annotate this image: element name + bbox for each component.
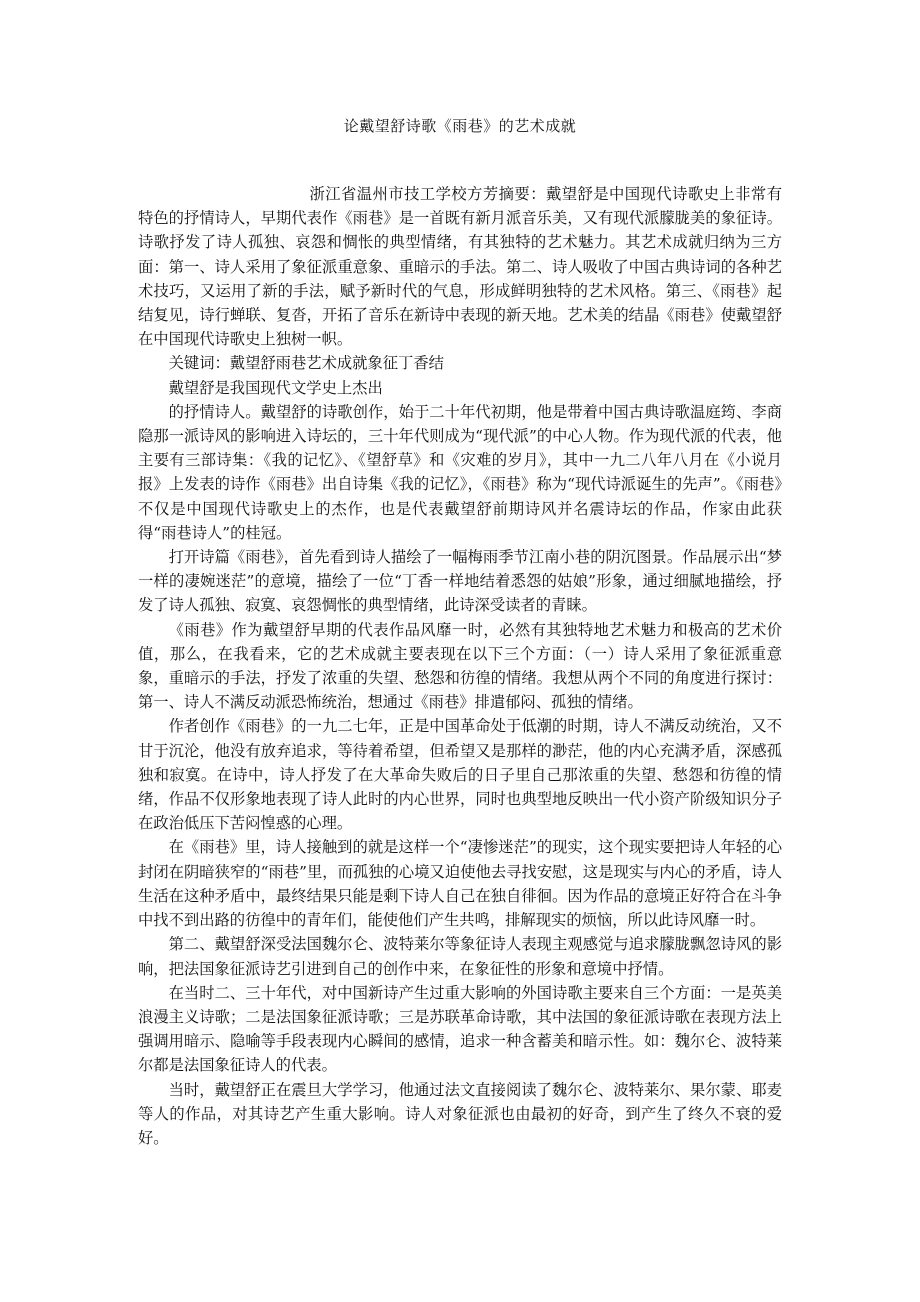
abstract-paragraph (138, 182, 782, 351)
foreign-influence-paragraph: 在当时二、三十年代，对中国新诗产生过重大影响的外国诗歌主要来自三个方面：一是英美浪漫主义诗歌；二是法国象征派诗歌；三是苏联革命诗歌，其中法国的象征派诗歌在表现方法上强调用暗示、隐喻等手段表现内心瞬间的感情，追求一种含蓄美和暗示性。如：魏尔仑、波特莱尔都是法国象征诗人的代表。 (138, 983, 782, 1075)
aurora-university-paragraph: 当时，戴望舒正在震旦大学学习，他通过法文直接阅读了魏尔仑、波特莱尔、果尔蒙、耶麦等人的作品，对其诗艺产生重大影响。诗人对象征派也由最初的好奇，到产生了终久不衰的爱好。 (138, 1080, 782, 1147)
keywords-paragraph: 关键词：戴望舒雨巷艺术成就象征丁香结 (168, 354, 444, 373)
document-title: 论戴望舒诗歌《雨巷》的艺术成就 (343, 117, 577, 135)
intro-body-paragraph: 的抒情诗人。戴望舒的诗歌创作，始于二十年代初期，他是带着中国古典诗歌温庭筠、李商隐那一派诗风的影响进入诗坛的，三十年代则成为“现代派”的中心人物。作为现代派的代表，他主要有三部诗集：《我的记忆》、《望舒草》和《灾难的岁月》，其中一九二八年八月在《小说月报》上发表的诗作《雨巷》出自诗集《我的记忆》，《雨巷》称为“现代诗派诞生的先声”。《雨巷》不仅是中国现代诗歌史上的杰作，也是代表戴望舒前期诗风并名震诗坛的作品，作家由此获得“雨巷诗人”的桂冠。 (138, 402, 782, 542)
document-body (138, 182, 782, 1150)
second-point-paragraph: 第二、戴望舒深受法国魏尔仑、波特莱尔等象征诗人表现主观感觉与追求朦胧飘忽诗风的影响，把法国象征派诗艺引进到自己的创作中来，在象征性的形象和意境中抒情。 (138, 935, 782, 978)
opening-paragraph: 打开诗篇《雨巷》，首先看到诗人描绘了一幅梅雨季节江南小巷的阴沉图景。作品展示出“梦一样的凄婉迷茫”的意境，描绘了一位“丁香一样地结着悉怨的姑娘”形象，通过细腻地描绘，抒发了诗人孤独、寂寞、哀怨惆怅的典型情绪，此诗深受读者的青睐。 (138, 548, 782, 615)
representative-work-paragraph: 《雨巷》作为戴望舒早期的代表作品风靡一时，必然有其独特地艺术魅力和极高的艺术价值，那么，在我看来，它的艺术成就主要表现在以下三个方面：（一）诗人采用了象征派重意象，重暗示的手法，抒发了浓重的失望、愁怨和彷徨的情绪。我想从两个不同的角度进行探讨：第一、诗人不满反动派恐怖统治，想通过《雨巷》排遣郁闷、孤独的情绪。 (138, 620, 782, 712)
intro-line-paragraph: 戴望舒是我国现代文学史上杰出 (168, 378, 383, 397)
abstract-text: 浙江省温州市技工学校方芳摘要：戴望舒是中国现代诗歌史上非常有特色的抒情诗人，早期代表作《雨巷》是一首既有新月派音乐美，又有现代派朦胧美的象征诗。诗歌抒发了诗人孤独、哀怨和惆怅的典型情绪，有其独特的艺术魅力。其艺术成就归纳为三方面：第一、诗人采用了象征派重意象、重暗示的手法。第二、诗人吸收了中国古典诗词的各种艺术技巧，又运用了新的手法，赋予新时代的气息，形成鲜明独特的艺术风格。第三、《雨巷》起结复见，诗行蝉联、复沓，开拓了音乐在新诗中表现的新天地。艺术美的结晶《雨巷》使戴望舒在中国现代诗歌史上独树一帜。 (138, 185, 782, 349)
reality-paragraph: 在《雨巷》里，诗人接触到的就是这样一个“凄惨迷茫”的现实，这个现实要把诗人年轻的心封闭在阴暗狭窄的“雨巷”里，而孤独的心境又迫使他去寻找安慰，这是现实与内心的矛盾，诗人生活在这种矛盾中，最终结果只能是剩下诗人自己在独自徘徊。因为作品的意境正好符合在斗争中找不到出路的彷徨中的青年们，能使他们产生共鸣，排解现实的烦恼，所以此诗风靡一时。 (138, 838, 782, 930)
year-1927-paragraph: 作者创作《雨巷》的一九二七年，正是中国革命处于低潮的时期，诗人不满反动统治，又不甘于沉沦，他没有放弃追求，等待着希望，但希望又是那样的渺茫，他的内心充满矛盾，深感孤独和寂寞。在诗中，诗人抒发了在大革命失败后的日子里自己那浓重的失望、愁怨和彷徨的情绪，作品不仅形象地表现了诗人此时的内心世界，同时也典型地反映出一代小资产阶级知识分子在政治低压下苦闷惶惑的心理。 (138, 717, 782, 833)
